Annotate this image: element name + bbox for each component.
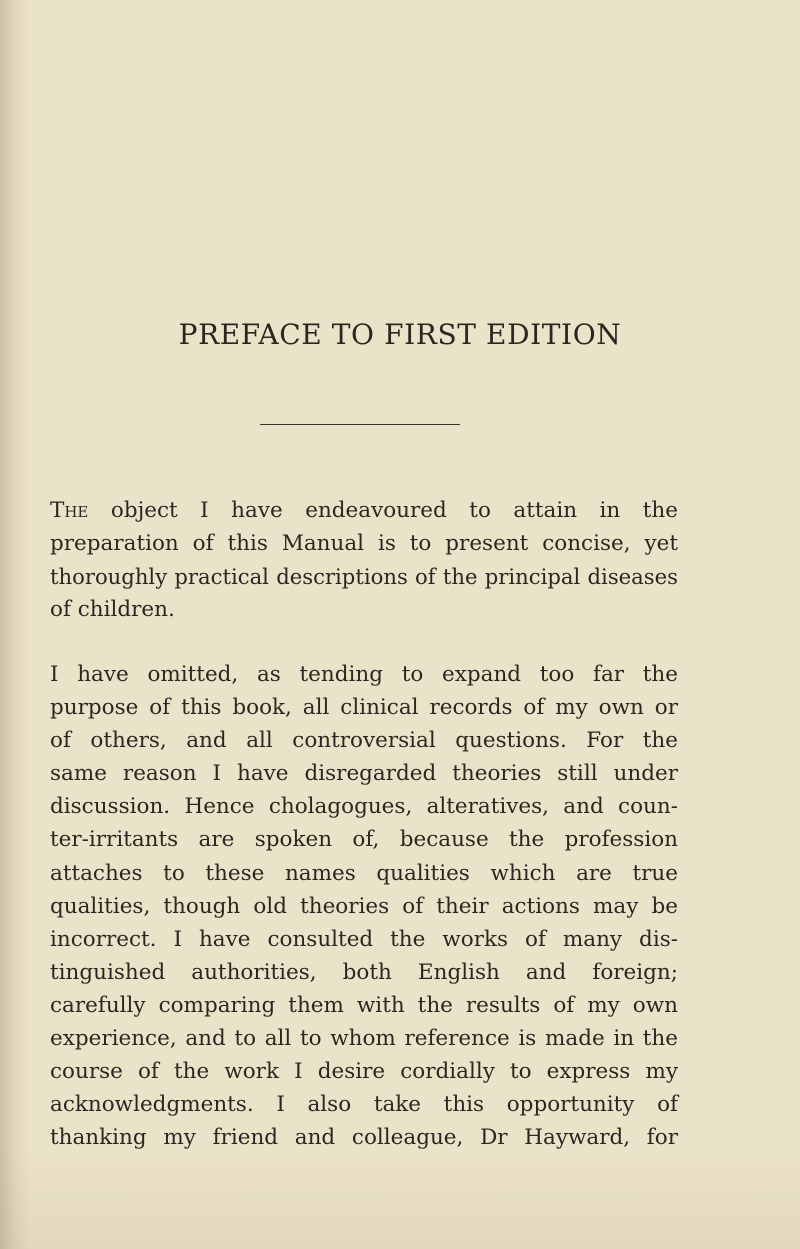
title-divider <box>260 424 460 425</box>
paragraph-1-line-2: preparation of this Manual is to present concise, yet <box>50 531 678 557</box>
paragraph-2-line-14: acknowledgments. I also take this opportunity of <box>50 1092 678 1118</box>
paragraph-2-line-3: of others, and all controversial questions. For the <box>50 728 678 754</box>
paragraph-2-line-7: attaches to these names qualities which are true <box>50 860 678 886</box>
paragraph-1-line-1 <box>50 494 678 527</box>
paragraph-2-line-12: experience, and to all to whom reference is made in the <box>50 1026 678 1052</box>
paragraph-2-line-9: incorrect. I have consulted the works of many dis- <box>50 926 678 952</box>
paragraph-2-line-4: same reason I have disregarded theories still under <box>50 761 678 787</box>
paragraph-2 <box>50 658 678 1154</box>
lead-word: The <box>50 498 89 523</box>
paragraph-2-line-5: discussion. Hence cholagogues, alteratives, and coun- <box>50 794 678 820</box>
paragraph-1-line-3: thoroughly practical descriptions of the principal diseases <box>50 564 678 590</box>
paragraph-2-line-10: tinguished authorities, both English and foreign; <box>50 959 678 985</box>
paragraph-2-line-11: carefully comparing them with the results of my own <box>50 992 678 1018</box>
paragraph-1-line-1-text: object I have endeavoured to attain in the <box>88 498 678 523</box>
paragraph-2-line-2: purpose of this book, all clinical records of my own or <box>50 695 678 721</box>
paragraph-1 <box>50 494 678 626</box>
paragraph-2-line-15: thanking my friend and colleague, Dr Hayward, for <box>50 1125 678 1151</box>
paragraph-1-line-4: of children. <box>50 597 175 623</box>
paragraph-2-line-13: course of the work I desire cordially to express my <box>50 1059 678 1085</box>
paragraph-2-line-6: ter-irritants are spoken of, because the profession <box>50 827 678 853</box>
paragraph-2-line-1: I have omitted, as tending to expand too far the <box>50 662 678 687</box>
page-title: PREFACE TO FIRST EDITION <box>178 318 622 351</box>
paragraph-2-line-8: qualities, though old theories of their actions may be <box>50 893 678 919</box>
